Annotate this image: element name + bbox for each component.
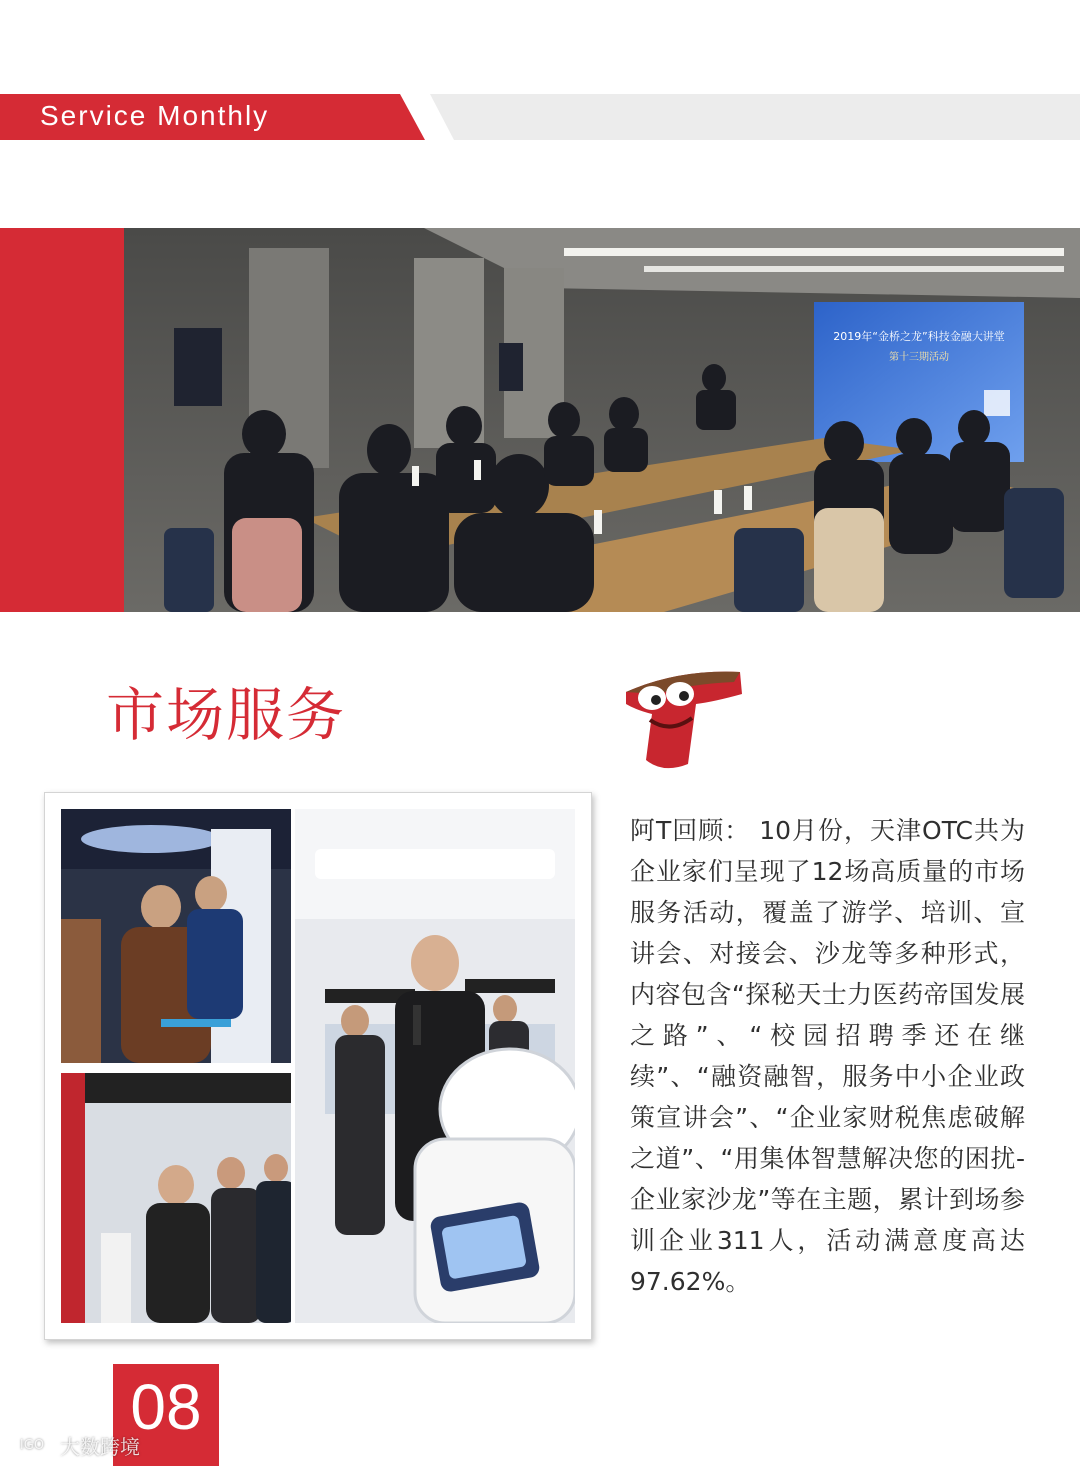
collage-photo-visitors bbox=[61, 1073, 291, 1323]
watermark-text: 大数跨境 bbox=[60, 1434, 140, 1459]
screen-title: 2019年“金桥之龙”科技金融大讲堂 bbox=[833, 330, 1005, 343]
header-title: Service Monthly bbox=[40, 100, 270, 131]
screen-subtitle: 第十三期活动 bbox=[889, 352, 949, 363]
hero-photo bbox=[124, 228, 1080, 612]
watermark-logo-icon: IGO bbox=[10, 1432, 54, 1458]
section-title: 市场服务 bbox=[106, 681, 347, 749]
collage-photo-exhibit bbox=[61, 809, 291, 1063]
page-number: 08 bbox=[130, 1371, 202, 1443]
article-body: 阿T回顾： 10月份，天津OTC共为企业家们呈现了12场高质量的市场服务活动，覆盖了游学、培训、宣讲会、对接会、沙龙等多种形式，内容包含“探秘天士力医药帝国发展之路”、“校园招聘季还在继续”、“融资融智，服务中小企业政策宣讲会”、“企业家财税焦虑破解之道”、“用集体智慧解决您的困扰-企业家沙龙”等在主题，累计到场参训企业311人，活动满意度高达97.62%。 bbox=[630, 816, 1025, 1296]
collage-photo-robot bbox=[295, 809, 575, 1323]
header-banner-grey bbox=[430, 94, 1080, 140]
hero-red-block bbox=[0, 228, 124, 612]
mascot-icon bbox=[618, 664, 748, 776]
watermark bbox=[10, 1430, 140, 1460]
photo-collage bbox=[44, 792, 592, 1340]
